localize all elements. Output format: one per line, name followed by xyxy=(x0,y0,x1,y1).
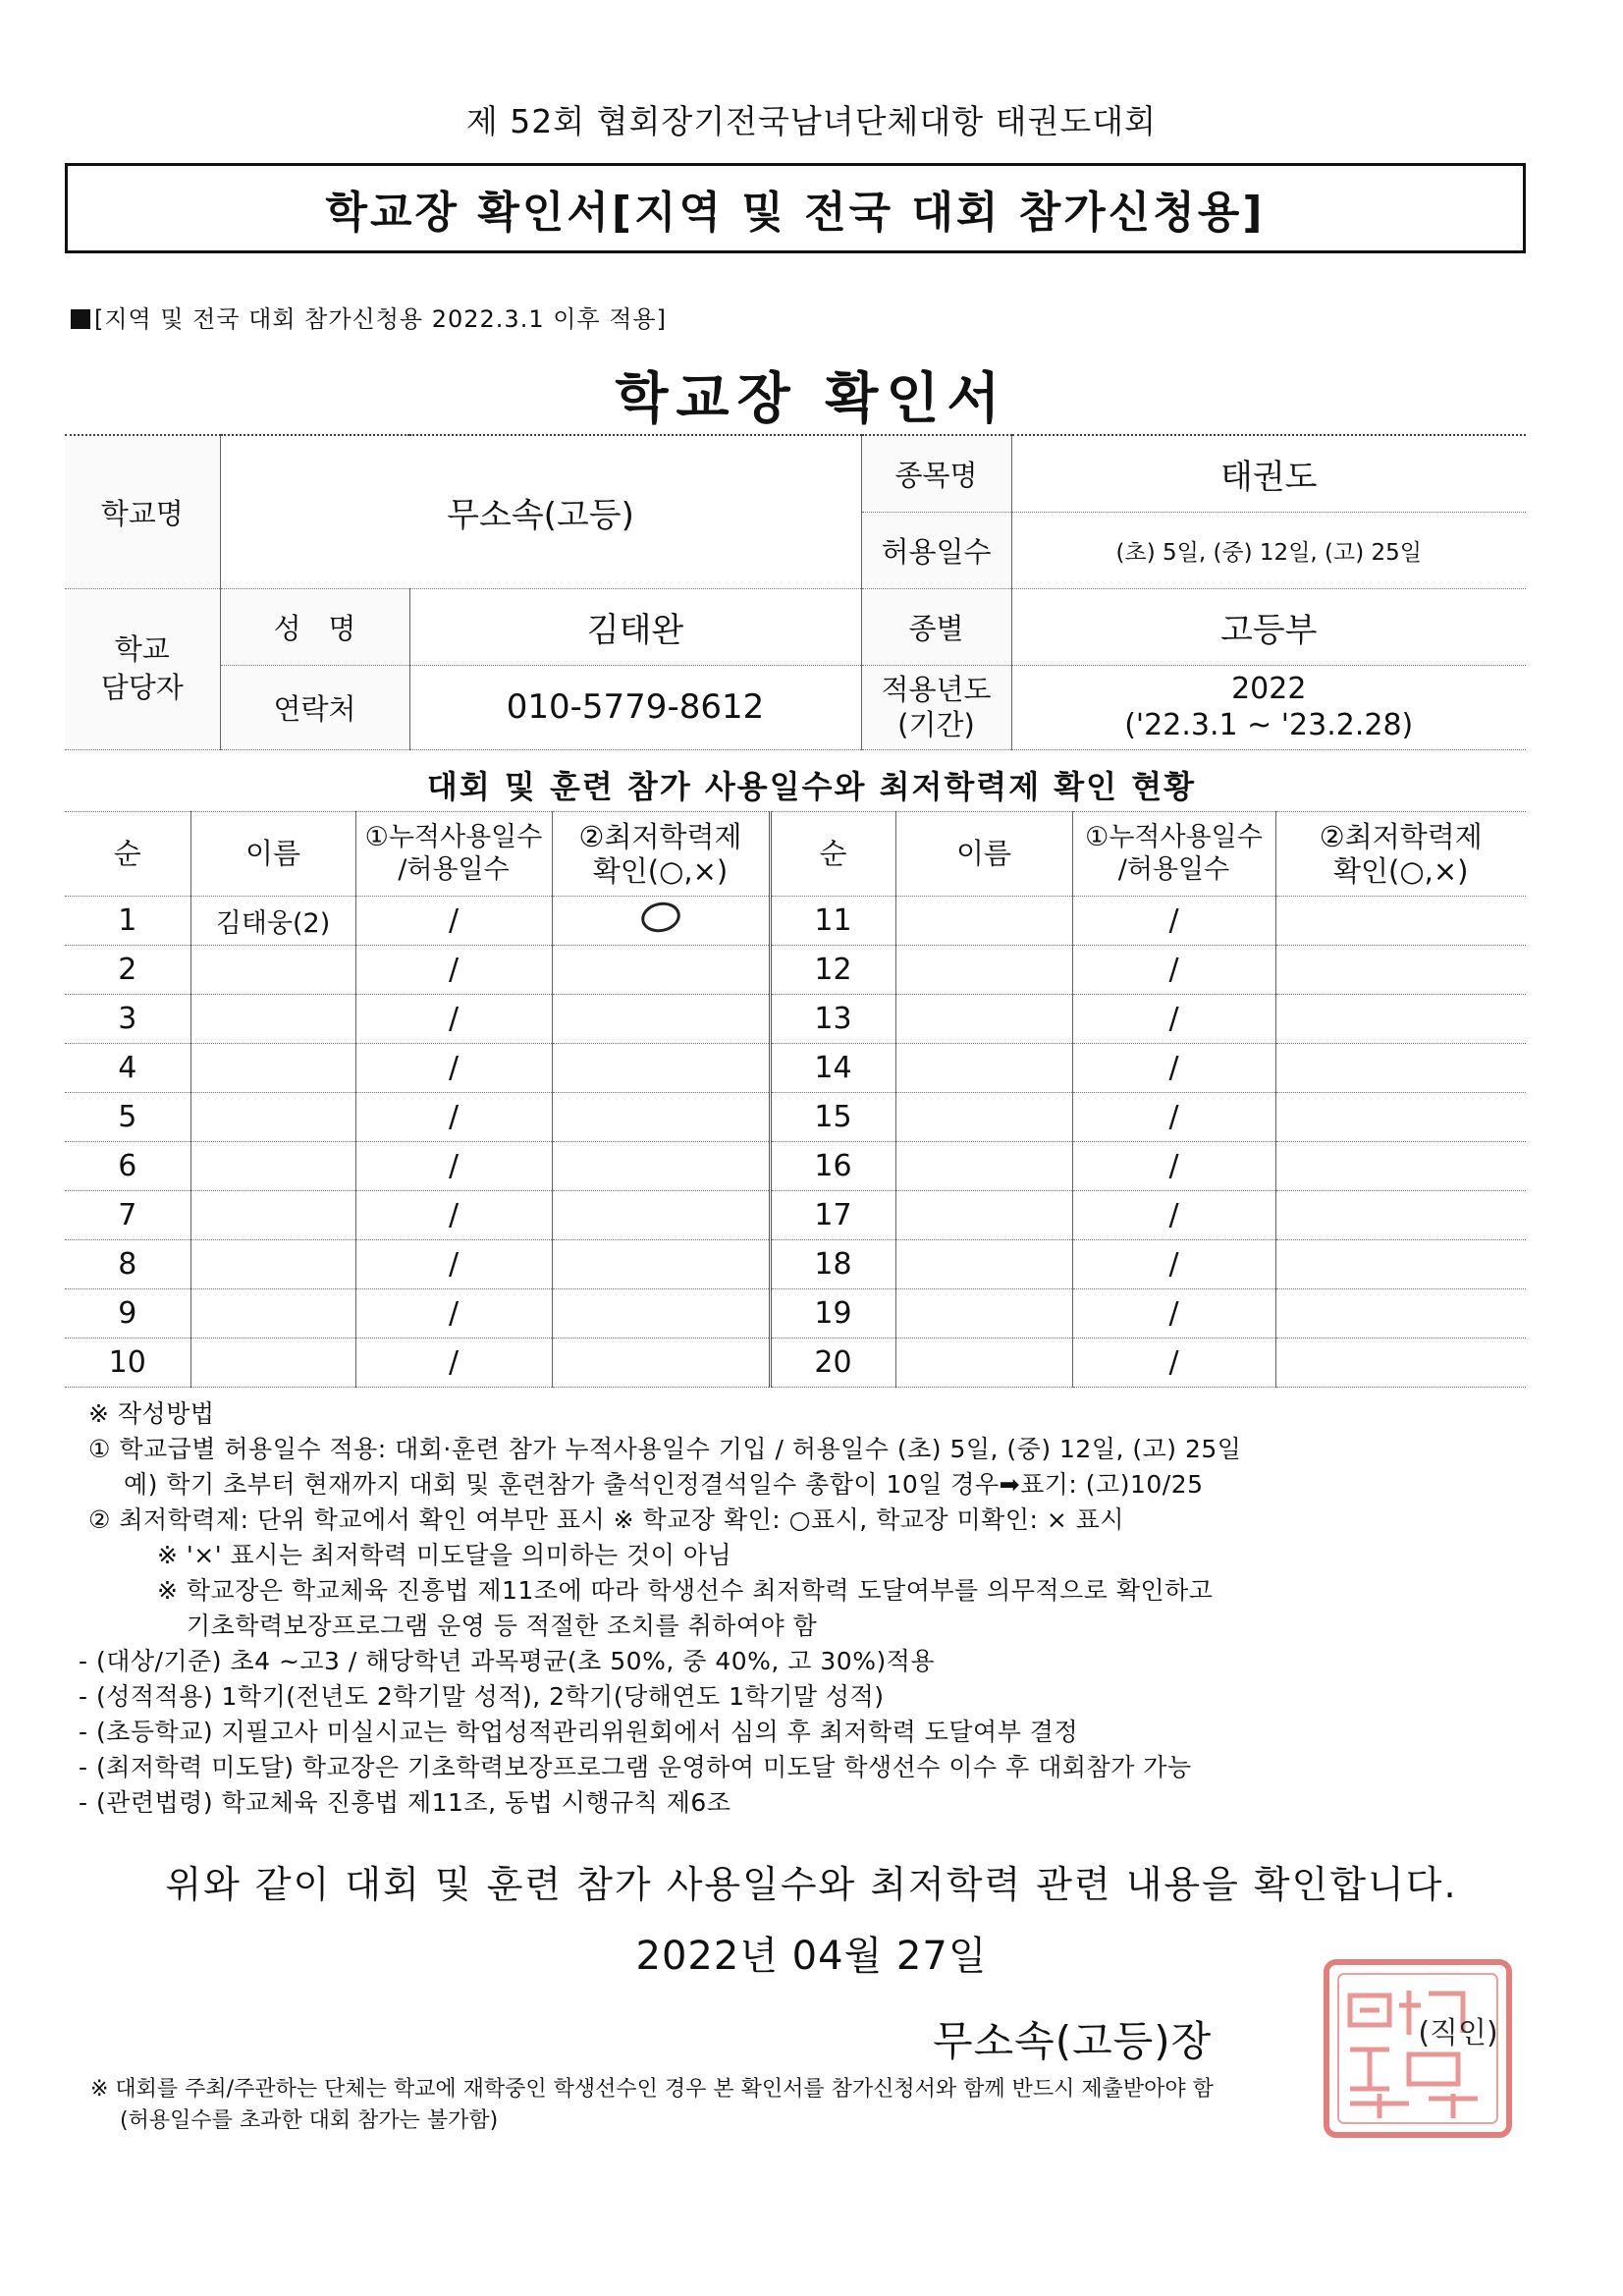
cell-check xyxy=(1275,1289,1526,1339)
instruction-line: ① 학교급별 허용일수 적용: 대회·훈련 참가 누적사용일수 기입 / 허용일수 (초) 5일, (중) 12일, (고) 25일 xyxy=(88,1435,1242,1463)
year-value: 2022 ('22.3.1 ~ '23.2.28) xyxy=(1011,665,1526,749)
manager-name-label: 성 명 xyxy=(220,588,409,665)
cell-name xyxy=(190,1191,355,1240)
cell-no: 1 xyxy=(65,897,190,946)
cell-name xyxy=(895,1044,1072,1093)
table-row xyxy=(65,897,1526,946)
cell-name xyxy=(190,1240,355,1289)
instruction-line: - (관련법령) 학교체육 진흥법 제11조, 동법 시행규칙 제6조 xyxy=(79,1788,731,1817)
cell-check xyxy=(552,1191,770,1240)
footnote-line: ※ 대회를 주최/주관하는 단체는 학교에 재학중인 학생선수인 경우 본 확인서를 참가신청서와 함께 반드시 제출받아야 함 xyxy=(90,2077,1214,2102)
header-no: 순 xyxy=(770,812,895,897)
seal-label: (직인) xyxy=(1418,2016,1498,2050)
cell-days: / xyxy=(1072,946,1275,995)
cell-name xyxy=(190,1044,355,1093)
cell-check xyxy=(1275,1093,1526,1142)
table-row xyxy=(65,1240,1526,1289)
cell-name: 김태웅(2) xyxy=(190,897,355,946)
instruction-line: ② 최저학력제: 단위 학교에서 확인 여부만 표시 ※ 학교장 확인: ○표시, 학교장 미확인: × 표시 xyxy=(88,1505,1125,1534)
document-date: 2022년 04월 27일 xyxy=(635,1934,988,1979)
cell-days: / xyxy=(1072,1240,1275,1289)
cell-no: 9 xyxy=(65,1289,190,1339)
event-title: 제 52회 협회장기전국남녀단체대항 태권도대회 xyxy=(465,102,1158,140)
cell-days: / xyxy=(1072,995,1275,1044)
cell-days: / xyxy=(355,1191,552,1240)
cell-no: 2 xyxy=(65,946,190,995)
document-title-box xyxy=(65,163,1526,253)
cell-no: 18 xyxy=(770,1240,895,1289)
cell-days: / xyxy=(355,946,552,995)
cell-no: 14 xyxy=(770,1044,895,1093)
cell-days: / xyxy=(355,1044,552,1093)
cell-no: 15 xyxy=(770,1093,895,1142)
contact-label: 연락처 xyxy=(220,665,409,749)
notice-text: [지역 및 전국 대회 참가신청용 2022.3.1 이후 적용] xyxy=(94,305,667,333)
cell-name xyxy=(895,1289,1072,1339)
table-row xyxy=(65,1339,1526,1388)
cell-days: / xyxy=(355,1142,552,1191)
application-notice xyxy=(71,300,667,334)
cell-no: 4 xyxy=(65,1044,190,1093)
cell-check xyxy=(1275,1142,1526,1191)
cell-name xyxy=(895,1191,1072,1240)
cell-no: 7 xyxy=(65,1191,190,1240)
signer-name: 무소속(고등)장 xyxy=(933,2017,1213,2065)
cell-days: / xyxy=(355,1093,552,1142)
document-title: 학교장 확인서[지역 및 전국 대회 참가신청용] xyxy=(325,188,1266,238)
cell-no: 3 xyxy=(65,995,190,1044)
cell-name xyxy=(895,946,1072,995)
cell-name xyxy=(190,946,355,995)
cell-check xyxy=(552,946,770,995)
manager-name-value: 김태완 xyxy=(409,588,861,665)
school-manager-label: 학교 담당자 xyxy=(65,588,220,749)
school-name-label: 학교명 xyxy=(65,435,220,588)
table-row xyxy=(65,1044,1526,1093)
cell-name xyxy=(190,1142,355,1191)
sport-value: 태권도 xyxy=(1011,435,1526,512)
cell-days: / xyxy=(355,897,552,946)
instruction-line: ※ 학교장은 학교체육 진흥법 제11조에 따라 학생선수 최저학력 도달여부를 의무적으로 확인하고 xyxy=(157,1576,1214,1605)
cell-name xyxy=(895,897,1072,946)
cell-check xyxy=(1275,1191,1526,1240)
cell-check xyxy=(552,1093,770,1142)
cell-check xyxy=(552,995,770,1044)
cell-no: 16 xyxy=(770,1142,895,1191)
cell-check xyxy=(552,1240,770,1289)
cell-name xyxy=(895,1240,1072,1289)
cell-name xyxy=(895,1339,1072,1388)
confirmation-statement: 위와 같이 대회 및 훈련 참가 사용일수와 최저학력 관련 내용을 확인합니다. xyxy=(165,1863,1458,1906)
cell-check xyxy=(1275,1339,1526,1388)
cell-days: / xyxy=(1072,1044,1275,1093)
cell-no: 20 xyxy=(770,1339,895,1388)
header-days: ①누적사용일수 /허용일수 xyxy=(355,812,552,897)
allowed-days-value: (초) 5일, (중) 12일, (고) 25일 xyxy=(1011,512,1526,588)
cell-no: 5 xyxy=(65,1093,190,1142)
table-row xyxy=(65,1142,1526,1191)
header-name: 이름 xyxy=(190,812,355,897)
header-days: ①누적사용일수 /허용일수 xyxy=(1072,812,1275,897)
cell-name xyxy=(190,1339,355,1388)
cell-check xyxy=(552,1289,770,1339)
footnote xyxy=(90,2074,1524,2137)
division-label: 종별 xyxy=(861,588,1011,665)
cell-name xyxy=(190,995,355,1044)
cell-name xyxy=(895,1093,1072,1142)
cell-days: / xyxy=(355,1339,552,1388)
allowed-days-label: 허용일수 xyxy=(861,512,1011,588)
cell-name xyxy=(895,1142,1072,1191)
table-row xyxy=(65,1093,1526,1142)
cell-days: / xyxy=(1072,1339,1275,1388)
cell-no: 8 xyxy=(65,1240,190,1289)
instruction-line: 예) 학기 초부터 현재까지 대회 및 훈련참가 출석인정결석일수 총합이 10일 경우➡표기: (고)10/25 xyxy=(124,1470,1204,1499)
square-bullet-icon xyxy=(71,309,90,329)
main-title: 학교장 확인서 xyxy=(615,367,1008,431)
cell-check xyxy=(1275,897,1526,946)
table-header-row xyxy=(65,812,1526,897)
cell-no: 17 xyxy=(770,1191,895,1240)
cell-days: / xyxy=(1072,1191,1275,1240)
header-name: 이름 xyxy=(895,812,1072,897)
instructions xyxy=(79,1396,1542,1821)
cell-check xyxy=(1275,1240,1526,1289)
instructions-heading: ※ 작성방법 xyxy=(88,1399,215,1428)
cell-no: 13 xyxy=(770,995,895,1044)
cell-days: / xyxy=(355,1240,552,1289)
cell-name xyxy=(190,1093,355,1142)
cell-days: / xyxy=(1072,1093,1275,1142)
circle-check-mark-icon xyxy=(638,899,682,936)
school-name-value: 무소속(고등) xyxy=(220,435,861,588)
sport-label: 종목명 xyxy=(861,435,1011,512)
cell-name xyxy=(190,1289,355,1339)
table-row xyxy=(65,1191,1526,1240)
cell-no: 6 xyxy=(65,1142,190,1191)
table-row xyxy=(65,946,1526,995)
year-label: 적용년도 (기간) xyxy=(861,665,1011,749)
instruction-line: 기초학력보장프로그램 운영 등 적절한 조치를 취하여야 함 xyxy=(187,1612,818,1640)
header-check: ②최저학력제 확인(○,×) xyxy=(552,812,770,897)
school-info-table xyxy=(65,434,1526,750)
cell-no: 11 xyxy=(770,897,895,946)
instruction-line: - (성적적용) 1학기(전년도 2학기말 성적), 2학기(당해연도 1학기말 성적) xyxy=(79,1682,885,1711)
cell-days: / xyxy=(1072,897,1275,946)
cell-days: / xyxy=(1072,1142,1275,1191)
cell-check xyxy=(552,897,770,946)
cell-check xyxy=(552,1142,770,1191)
instruction-line: - (초등학교) 지필고사 미실시교는 학업성적관리위원회에서 심의 후 최저학력 도달여부 결정 xyxy=(79,1718,1079,1746)
cell-days: / xyxy=(355,995,552,1044)
table-row xyxy=(65,995,1526,1044)
table-row xyxy=(65,1289,1526,1339)
cell-days: / xyxy=(1072,1289,1275,1339)
cell-no: 10 xyxy=(65,1339,190,1388)
cell-no: 12 xyxy=(770,946,895,995)
cell-check xyxy=(1275,946,1526,995)
cell-check xyxy=(1275,995,1526,1044)
cell-check xyxy=(552,1044,770,1093)
cell-no: 19 xyxy=(770,1289,895,1339)
instruction-line: ※ '×' 표시는 최저학력 미도달을 의미하는 것이 아님 xyxy=(157,1541,732,1569)
cell-check xyxy=(1275,1044,1526,1093)
division-value: 고등부 xyxy=(1011,588,1526,665)
section-title: 대회 및 훈련 참가 사용일수와 최저학력제 확인 현황 xyxy=(426,768,1197,805)
participation-table xyxy=(65,811,1526,1388)
cell-name xyxy=(895,995,1072,1044)
instruction-line: - (대상/기준) 초4 ~고3 / 해당학년 과목평균(초 50%, 중 40%, 고 30%)적용 xyxy=(79,1647,935,1675)
contact-value: 010-5779-8612 xyxy=(409,665,861,749)
footnote-line: (허용일수를 초과한 대회 참가는 불가함) xyxy=(120,2108,499,2133)
cell-days: / xyxy=(355,1289,552,1339)
header-check: ②최저학력제 확인(○,×) xyxy=(1275,812,1526,897)
header-no: 순 xyxy=(65,812,190,897)
instruction-line: - (최저학력 미도달) 학교장은 기초학력보장프로그램 운영하여 미도달 학생선수 이수 후 대회참가 가능 xyxy=(79,1753,1192,1781)
cell-check xyxy=(552,1339,770,1388)
